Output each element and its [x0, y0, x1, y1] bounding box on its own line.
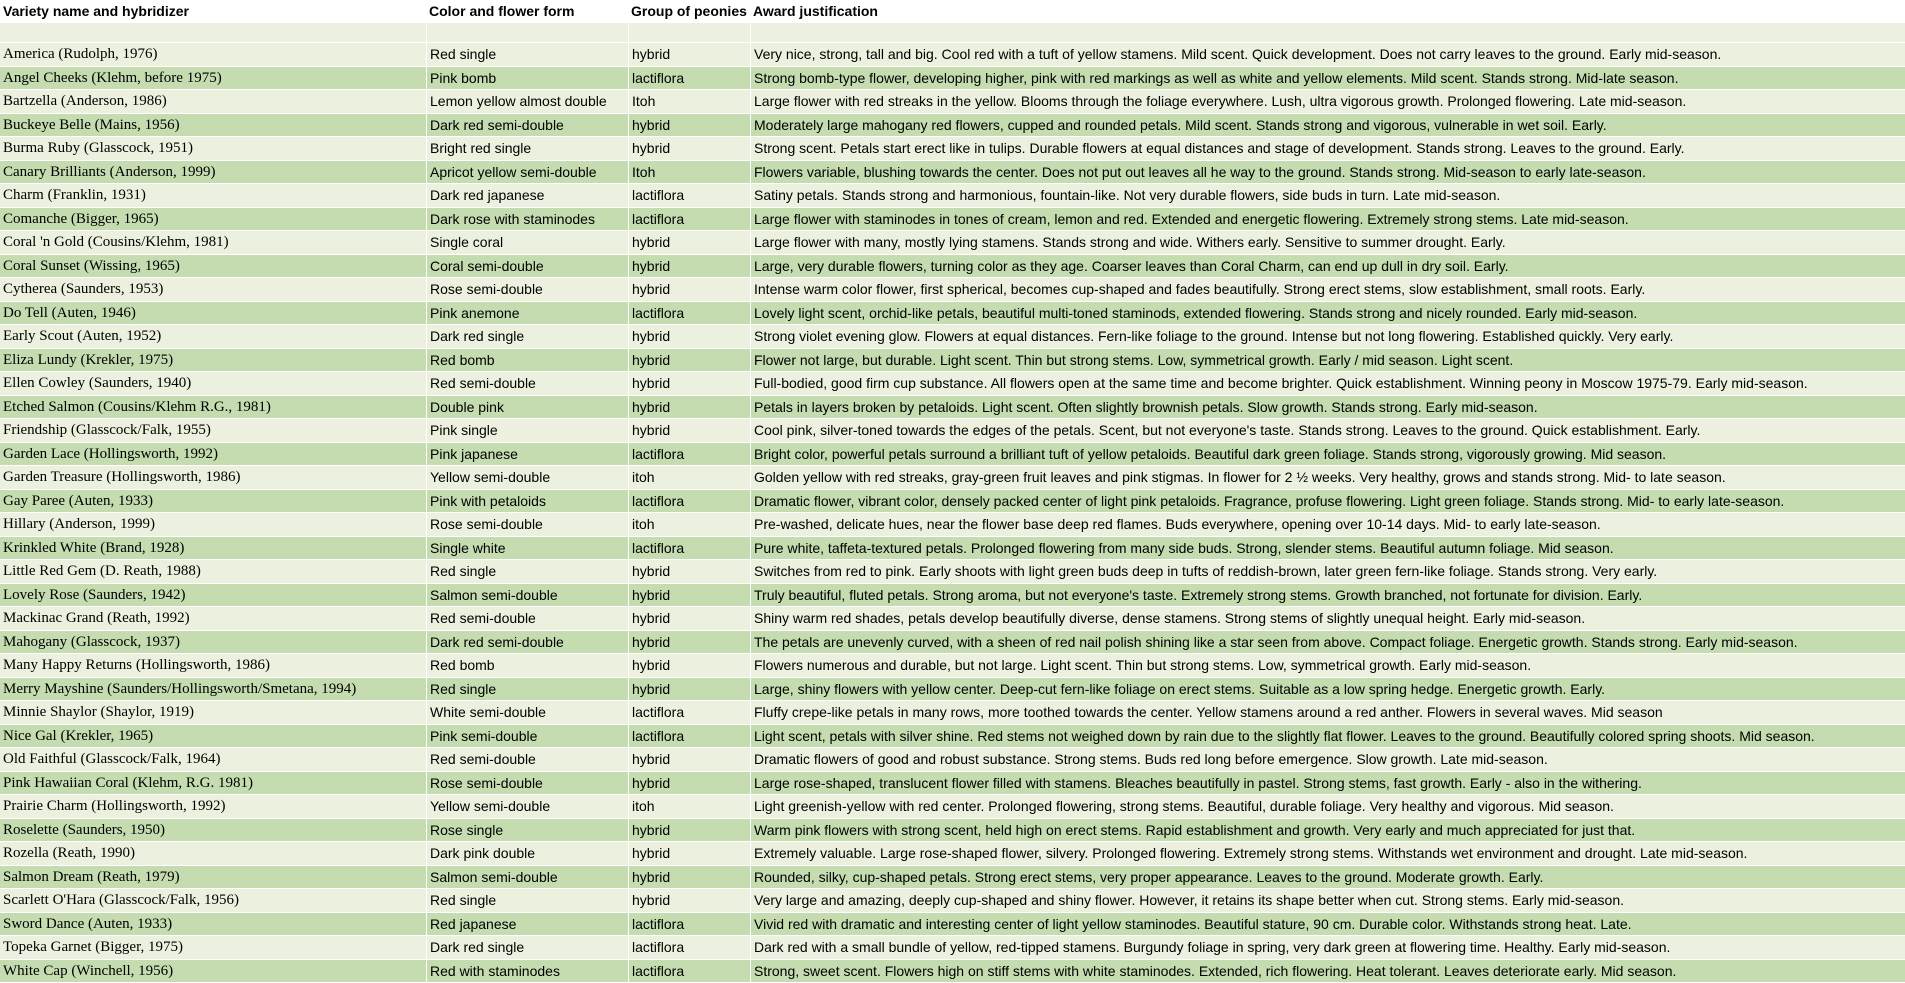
group-cell[interactable]: lactiflora: [628, 913, 750, 937]
color-cell[interactable]: Red semi-double: [426, 748, 628, 772]
header-row: [0, 0, 1905, 23]
variety-cell[interactable]: Roselette (Saunders, 1950): [0, 819, 426, 843]
color-cell[interactable]: Pink with petaloids: [426, 490, 628, 514]
group-cell[interactable]: lactiflora: [628, 701, 750, 725]
blank-cell[interactable]: [0, 23, 426, 45]
variety-cell[interactable]: Burma Ruby (Glasscock, 1951): [0, 137, 426, 161]
color-cell[interactable]: Red single: [426, 560, 628, 584]
variety-cell[interactable]: White Cap (Winchell, 1956): [0, 960, 426, 983]
color-cell[interactable]: Rose semi-double: [426, 513, 628, 537]
award-cell[interactable]: Intense warm color flower, first spherical, becomes cup-shaped and fades beautifully. Strong erect stems, slow establishment, small roots. Early.: [750, 278, 1905, 302]
table-row: [0, 772, 1905, 796]
variety-cell[interactable]: Charm (Franklin, 1931): [0, 184, 426, 208]
variety-cell[interactable]: Salmon Dream (Reath, 1979): [0, 866, 426, 890]
variety-cell[interactable]: Krinkled White (Brand, 1928): [0, 537, 426, 561]
variety-cell[interactable]: Garden Treasure (Hollingsworth, 1986): [0, 466, 426, 490]
table-row: [0, 349, 1905, 373]
table-row: [0, 443, 1905, 467]
variety-cell[interactable]: Prairie Charm (Hollingsworth, 1992): [0, 795, 426, 819]
variety-cell[interactable]: Minnie Shaylor (Shaylor, 1919): [0, 701, 426, 725]
table-row: [0, 936, 1905, 960]
table-row: [0, 396, 1905, 420]
group-cell[interactable]: itoh: [628, 795, 750, 819]
group-cell[interactable]: lactiflora: [628, 443, 750, 467]
award-cell[interactable]: Strong, sweet scent. Flowers high on stiff stems with white staminodes. Extended, rich flowering. Heat tolerant. Leaves deteriorate early. Mid season.: [750, 960, 1905, 983]
color-cell[interactable]: Red single: [426, 43, 628, 67]
color-cell[interactable]: Double pink: [426, 396, 628, 420]
blank-cell[interactable]: [750, 23, 1905, 45]
award-cell[interactable]: Flowers numerous and durable, but not large. Light scent. Thin but strong stems. Low, symmetrical growth. Early mid-season.: [750, 654, 1905, 678]
table-row: [0, 607, 1905, 631]
variety-cell[interactable]: Comanche (Bigger, 1965): [0, 208, 426, 232]
blank-cell[interactable]: [628, 23, 750, 45]
group-cell[interactable]: hybrid: [628, 842, 750, 866]
table-row: [0, 114, 1905, 138]
group-cell[interactable]: hybrid: [628, 325, 750, 349]
award-cell[interactable]: Large, very durable flowers, turning color as they age. Coarser leaves than Coral Charm, can end up dull in dry soil. Early.: [750, 255, 1905, 279]
table-row: [0, 372, 1905, 396]
table-row: [0, 137, 1905, 161]
color-cell[interactable]: Dark rose with staminodes: [426, 208, 628, 232]
color-cell[interactable]: Dark red semi-double: [426, 114, 628, 138]
variety-cell[interactable]: Do Tell (Auten, 1946): [0, 302, 426, 326]
award-cell[interactable]: Golden yellow with red streaks, gray-green fruit leaves and pink stigmas. In flower for 2 ½ weeks. Very healthy, grows and stands strong. Mid- to late season.: [750, 466, 1905, 490]
award-cell[interactable]: Flowers variable, blushing towards the center. Does not put out leaves all he way to the ground. Stands strong. Mid-season to early late-season.: [750, 161, 1905, 185]
table-row: [0, 913, 1905, 937]
table-row: [0, 490, 1905, 514]
table-row: [0, 325, 1905, 349]
variety-cell[interactable]: Old Faithful (Glasscock/Falk, 1964): [0, 748, 426, 772]
color-cell[interactable]: Red with staminodes: [426, 960, 628, 983]
color-cell[interactable]: Dark red single: [426, 936, 628, 960]
award-cell[interactable]: Large rose-shaped, translucent flower filled with stamens. Bleaches beautifully in pastel. Strong stems, fast growth. Early - also in the withering.: [750, 772, 1905, 796]
award-cell[interactable]: Large, shiny flowers with yellow center. Deep-cut fern-like foliage on erect stems. Suitable as a low spring hedge. Energetic growth. Early.: [750, 678, 1905, 702]
group-cell[interactable]: hybrid: [628, 255, 750, 279]
variety-cell[interactable]: Eliza Lundy (Krekler, 1975): [0, 349, 426, 373]
color-cell[interactable]: Lemon yellow almost double: [426, 90, 628, 114]
group-cell[interactable]: lactiflora: [628, 936, 750, 960]
award-cell[interactable]: Moderately large mahogany red flowers, cupped and rounded petals. Mild scent. Stands strong and vigorous, vulnerable in wet soil. Early.: [750, 114, 1905, 138]
table-row: [0, 231, 1905, 255]
variety-cell[interactable]: Pink Hawaiian Coral (Klehm, R.G. 1981): [0, 772, 426, 796]
table-row: [0, 278, 1905, 302]
table-row: [0, 302, 1905, 326]
award-cell[interactable]: Switches from red to pink. Early shoots with light green buds deep in tufts of reddish-brown, later green fern-like foliage. Stands strong. Very early.: [750, 560, 1905, 584]
color-cell[interactable]: Pink single: [426, 419, 628, 443]
variety-cell[interactable]: Rozella (Reath, 1990): [0, 842, 426, 866]
variety-cell[interactable]: Mahogany (Glasscock, 1937): [0, 631, 426, 655]
color-cell[interactable]: Dark red single: [426, 325, 628, 349]
variety-cell[interactable]: Garden Lace (Hollingsworth, 1992): [0, 443, 426, 467]
award-cell[interactable]: Pure white, taffeta-textured petals. Prolonged flowering from many side buds. Strong, slender stems. Beautiful autumn foliage. Mid season.: [750, 537, 1905, 561]
group-cell[interactable]: hybrid: [628, 584, 750, 608]
group-cell[interactable]: hybrid: [628, 349, 750, 373]
variety-cell[interactable]: America (Rudolph, 1976): [0, 43, 426, 67]
group-cell[interactable]: itoh: [628, 466, 750, 490]
color-cell[interactable]: Red semi-double: [426, 372, 628, 396]
table-row: [0, 584, 1905, 608]
variety-cell[interactable]: Bartzella (Anderson, 1986): [0, 90, 426, 114]
group-cell[interactable]: hybrid: [628, 819, 750, 843]
variety-cell[interactable]: Coral 'n Gold (Cousins/Klehm, 1981): [0, 231, 426, 255]
award-cell[interactable]: Satiny petals. Stands strong and harmonious, fountain-like. Not very durable flowers, side buds in turn. Late mid-season.: [750, 184, 1905, 208]
color-cell[interactable]: Pink semi-double: [426, 725, 628, 749]
group-cell[interactable]: hybrid: [628, 419, 750, 443]
variety-cell[interactable]: Buckeye Belle (Mains, 1956): [0, 114, 426, 138]
variety-cell[interactable]: Coral Sunset (Wissing, 1965): [0, 255, 426, 279]
variety-cell[interactable]: Hillary (Anderson, 1999): [0, 513, 426, 537]
color-cell[interactable]: Red single: [426, 678, 628, 702]
group-cell[interactable]: hybrid: [628, 748, 750, 772]
variety-cell[interactable]: Etched Salmon (Cousins/Klehm R.G., 1981): [0, 396, 426, 420]
header-award[interactable]: Award justification: [750, 0, 1905, 22]
award-cell[interactable]: Large flower with staminodes in tones of cream, lemon and red. Extended and energetic flowering. Extremely strong stems. Late mid-season.: [750, 208, 1905, 232]
award-cell[interactable]: Warm pink flowers with strong scent, held high on erect stems. Rapid establishment and growth. Very early and much appreciated for just that.: [750, 819, 1905, 843]
table-row: [0, 43, 1905, 67]
group-cell[interactable]: hybrid: [628, 772, 750, 796]
group-cell[interactable]: itoh: [628, 513, 750, 537]
variety-cell[interactable]: Nice Gal (Krekler, 1965): [0, 725, 426, 749]
group-cell[interactable]: hybrid: [628, 43, 750, 67]
award-cell[interactable]: Extremely valuable. Large rose-shaped flower, silvery. Prolonged flowering. Extremely strong stems. Withstands wet environment and drought. Late mid-season.: [750, 842, 1905, 866]
table-row: [0, 466, 1905, 490]
award-cell[interactable]: Rounded, silky, cup-shaped petals. Strong erect stems, very proper appearance. Leaves to the ground. Moderate growth. Early.: [750, 866, 1905, 890]
award-cell[interactable]: Large flower with many, mostly lying stamens. Stands strong and wide. Withers early. Sensitive to summer drought. Early.: [750, 231, 1905, 255]
award-cell[interactable]: Truly beautiful, fluted petals. Strong aroma, but not everyone's taste. Extremely strong stems. Growth branched, not fortunate for division. Early.: [750, 584, 1905, 608]
table-row: [0, 795, 1905, 819]
table-row: [0, 889, 1905, 913]
variety-cell[interactable]: Early Scout (Auten, 1952): [0, 325, 426, 349]
award-cell[interactable]: Dramatic flower, vibrant color, densely packed center of light pink petaloids. Fragrance, profuse flowering. Light green foliage. Stands strong. Mid- to early late-season.: [750, 490, 1905, 514]
variety-cell[interactable]: Lovely Rose (Saunders, 1942): [0, 584, 426, 608]
color-cell[interactable]: Dark red japanese: [426, 184, 628, 208]
award-cell[interactable]: Shiny warm red shades, petals develop beautifully diverse, dense stamens. Strong stems of slightly unequal height. Early mid-season.: [750, 607, 1905, 631]
header-color[interactable]: Color and flower form: [426, 0, 628, 22]
award-cell[interactable]: Lovely light scent, orchid-like petals, beautiful multi-toned staminods, extended flowering. Stands strong and nicely rounded. Early mid-season.: [750, 302, 1905, 326]
group-cell[interactable]: hybrid: [628, 631, 750, 655]
table-row: [0, 419, 1905, 443]
group-cell[interactable]: lactiflora: [628, 302, 750, 326]
table-row: [0, 819, 1905, 843]
color-cell[interactable]: Yellow semi-double: [426, 466, 628, 490]
award-cell[interactable]: Strong violet evening glow. Flowers at equal distances. Fern-like foliage to the ground. Intense but not long flowering. Established quickly. Very early.: [750, 325, 1905, 349]
table-row: [0, 67, 1905, 91]
group-cell[interactable]: lactiflora: [628, 960, 750, 983]
table-row: [0, 654, 1905, 678]
variety-cell[interactable]: Gay Paree (Auten, 1933): [0, 490, 426, 514]
award-cell[interactable]: The petals are unevenly curved, with a sheen of red nail polish shining like a star seen from above. Compact foliage. Energetic growth. Stands strong. Early mid-season.: [750, 631, 1905, 655]
award-cell[interactable]: Flower not large, but durable. Light scent. Thin but strong stems. Low, symmetrical growth. Early / mid season. Light scent.: [750, 349, 1905, 373]
award-cell[interactable]: Petals in layers broken by petaloids. Light scent. Often slightly brownish petals. Slow growth. Stands strong. Early mid-season.: [750, 396, 1905, 420]
group-cell[interactable]: hybrid: [628, 560, 750, 584]
table-row: [0, 842, 1905, 866]
award-cell[interactable]: Vivid red with dramatic and interesting center of light yellow staminodes. Beautiful stature, 90 cm. Durable color. Withstands strong heat. Late.: [750, 913, 1905, 937]
award-cell[interactable]: Strong scent. Petals start erect like in tulips. Durable flowers at equal distances and stage of development. Stands strong. Leaves to the ground. Early.: [750, 137, 1905, 161]
table-row: [0, 748, 1905, 772]
header-group[interactable]: Group of peonies: [628, 0, 750, 22]
color-cell[interactable]: Dark red semi-double: [426, 631, 628, 655]
group-cell[interactable]: hybrid: [628, 654, 750, 678]
group-cell[interactable]: Itoh: [628, 90, 750, 114]
award-cell[interactable]: Fluffy crepe-like petals in many rows, more toothed towards the center. Yellow stamens around a red anther. Flowers in several waves. Mid season: [750, 701, 1905, 725]
award-cell[interactable]: Dramatic flowers of good and robust substance. Strong stems. Buds red long before emergence. Slow growth. Late mid-season.: [750, 748, 1905, 772]
color-cell[interactable]: Rose single: [426, 819, 628, 843]
group-cell[interactable]: lactiflora: [628, 725, 750, 749]
table-row: [0, 90, 1905, 114]
variety-cell[interactable]: Sword Dance (Auten, 1933): [0, 913, 426, 937]
variety-cell[interactable]: Cytherea (Saunders, 1953): [0, 278, 426, 302]
color-cell[interactable]: White semi-double: [426, 701, 628, 725]
variety-cell[interactable]: Ellen Cowley (Saunders, 1940): [0, 372, 426, 396]
group-cell[interactable]: hybrid: [628, 607, 750, 631]
table-row: [0, 960, 1905, 983]
table-row: [0, 161, 1905, 185]
color-cell[interactable]: Pink anemone: [426, 302, 628, 326]
color-cell[interactable]: Pink japanese: [426, 443, 628, 467]
color-cell[interactable]: Red bomb: [426, 349, 628, 373]
award-cell[interactable]: Light scent, petals with silver shine. Red stems not weighed down by rain due to the slightly flat flower. Leaves to the ground. Beautifully colored spring shoots. Mid season.: [750, 725, 1905, 749]
group-cell[interactable]: Itoh: [628, 161, 750, 185]
group-cell[interactable]: lactiflora: [628, 537, 750, 561]
group-cell[interactable]: lactiflora: [628, 208, 750, 232]
table-row: [0, 560, 1905, 584]
variety-cell[interactable]: Little Red Gem (D. Reath, 1988): [0, 560, 426, 584]
table-row: [0, 866, 1905, 890]
group-cell[interactable]: lactiflora: [628, 67, 750, 91]
color-cell[interactable]: Pink bomb: [426, 67, 628, 91]
header-variety[interactable]: Variety name and hybridizer: [0, 0, 426, 22]
group-cell[interactable]: hybrid: [628, 678, 750, 702]
group-cell[interactable]: hybrid: [628, 866, 750, 890]
variety-cell[interactable]: Scarlett O'Hara (Glasscock/Falk, 1956): [0, 889, 426, 913]
table-row: [0, 513, 1905, 537]
color-cell[interactable]: Red semi-double: [426, 607, 628, 631]
award-cell[interactable]: Very large and amazing, deeply cup-shaped and shiny flower. However, it retains its shape better when cut. Strong stems. Early mid-season.: [750, 889, 1905, 913]
color-cell[interactable]: Red japanese: [426, 913, 628, 937]
color-cell[interactable]: Salmon semi-double: [426, 584, 628, 608]
variety-cell[interactable]: Friendship (Glasscock/Falk, 1955): [0, 419, 426, 443]
table-row: [0, 701, 1905, 725]
table-row: [0, 631, 1905, 655]
table-row: [0, 537, 1905, 561]
award-cell[interactable]: Very nice, strong, tall and big. Cool red with a tuft of yellow stamens. Mild scent. Quick development. Does not carry leaves to the ground. Early mid-season.: [750, 43, 1905, 67]
variety-cell[interactable]: Mackinac Grand (Reath, 1992): [0, 607, 426, 631]
color-cell[interactable]: Yellow semi-double: [426, 795, 628, 819]
color-cell[interactable]: Red bomb: [426, 654, 628, 678]
group-cell[interactable]: hybrid: [628, 278, 750, 302]
award-cell[interactable]: Strong bomb-type flower, developing higher, pink with red markings as well as white and yellow elements. Mild scent. Stands strong. Mid-late season.: [750, 67, 1905, 91]
group-cell[interactable]: lactiflora: [628, 184, 750, 208]
blank-cell[interactable]: [426, 23, 628, 45]
award-cell[interactable]: Pre-washed, delicate hues, near the flower base deep red flames. Buds everywhere, opening over 10-14 days. Mid- to early late-season.: [750, 513, 1905, 537]
variety-cell[interactable]: Merry Mayshine (Saunders/Hollingsworth/Smetana, 1994): [0, 678, 426, 702]
award-cell[interactable]: Large flower with red streaks in the yellow. Blooms through the foliage everywhere. Lush, ultra vigorous growth. Prolonged flowering. Late mid-season.: [750, 90, 1905, 114]
color-cell[interactable]: Coral semi-double: [426, 255, 628, 279]
group-cell[interactable]: hybrid: [628, 889, 750, 913]
award-cell[interactable]: Light greenish-yellow with red center. Prolonged flowering, strong stems. Beautiful, durable foliage. Very healthy and vigorous. Mid season.: [750, 795, 1905, 819]
group-cell[interactable]: hybrid: [628, 114, 750, 138]
group-cell[interactable]: hybrid: [628, 372, 750, 396]
variety-cell[interactable]: Canary Brilliants (Anderson, 1999): [0, 161, 426, 185]
group-cell[interactable]: hybrid: [628, 137, 750, 161]
color-cell[interactable]: Red single: [426, 889, 628, 913]
variety-cell[interactable]: Angel Cheeks (Klehm, before 1975): [0, 67, 426, 91]
blank-row: [0, 23, 1905, 43]
color-cell[interactable]: Rose semi-double: [426, 278, 628, 302]
table-row: [0, 184, 1905, 208]
table-row: [0, 678, 1905, 702]
variety-cell[interactable]: Many Happy Returns (Hollingsworth, 1986): [0, 654, 426, 678]
table-row: [0, 208, 1905, 232]
color-cell[interactable]: Single white: [426, 537, 628, 561]
award-cell[interactable]: Bright color, powerful petals surround a brilliant tuft of yellow petaloids. Beautiful dark green foliage. Stands strong, vigorously growing. Mid season.: [750, 443, 1905, 467]
award-cell[interactable]: Dark red with a small bundle of yellow, red-tipped stamens. Burgundy foliage in spring, very dark green at flowering time. Healthy. Early mid-season.: [750, 936, 1905, 960]
group-cell[interactable]: lactiflora: [628, 490, 750, 514]
table-row: [0, 725, 1905, 749]
color-cell[interactable]: Single coral: [426, 231, 628, 255]
table-row: [0, 255, 1905, 279]
award-cell[interactable]: Cool pink, silver-toned towards the edges of the petals. Scent, but not everyone's taste. Stands strong. Leaves to the ground. Quick establishment. Early.: [750, 419, 1905, 443]
award-cell[interactable]: Full-bodied, good firm cup substance. All flowers open at the same time and become brighter. Quick establishment. Winning peony in Moscow 1975-79. Early mid-season.: [750, 372, 1905, 396]
group-cell[interactable]: hybrid: [628, 396, 750, 420]
color-cell[interactable]: Dark pink double: [426, 842, 628, 866]
color-cell[interactable]: Rose semi-double: [426, 772, 628, 796]
color-cell[interactable]: Salmon semi-double: [426, 866, 628, 890]
color-cell[interactable]: Bright red single: [426, 137, 628, 161]
group-cell[interactable]: hybrid: [628, 231, 750, 255]
variety-cell[interactable]: Topeka Garnet (Bigger, 1975): [0, 936, 426, 960]
color-cell[interactable]: Apricot yellow semi-double: [426, 161, 628, 185]
